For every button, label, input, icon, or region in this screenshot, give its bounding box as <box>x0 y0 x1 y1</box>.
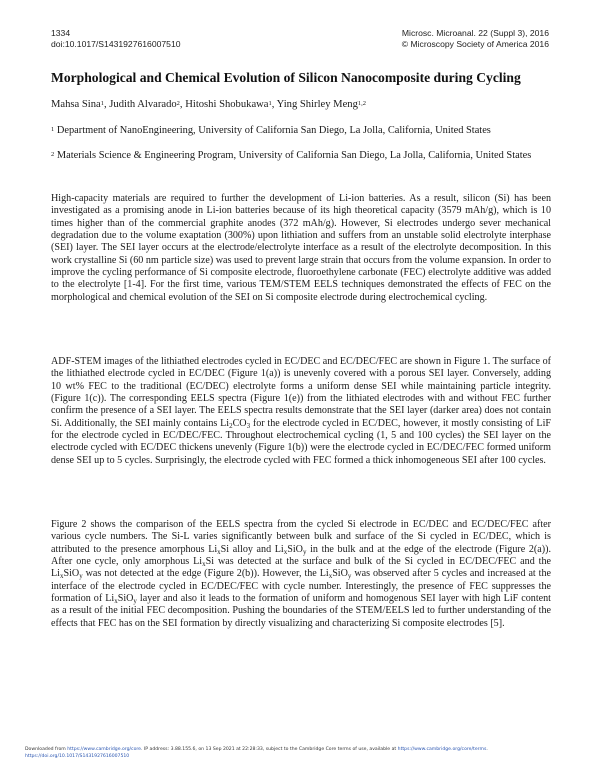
affiliation <box>51 150 551 162</box>
text-span: layer and also it leads to the formation of uniform and homogenous SEI layer with high LiF content as a result of the initial FEC decomposition. Pushing the boundaries of the STEM/EELS led to further understanding of the effects that FEC has on the SEI formation by directly visualizing and characterizing Si composite electrodes [5]. <box>51 593 551 629</box>
text-span: Si was detected at the surface and bulk of the Si cycled in EC/DEC/FEC and the Li <box>51 556 552 580</box>
cambridge-core-link[interactable]: https://www.cambridge.org/core <box>67 747 142 752</box>
page-number: 1334 <box>51 28 71 38</box>
paper-title: Morphological and Chemical Evolution of Silicon Nanocomposite during Cycling <box>51 70 521 85</box>
download-footer <box>25 746 580 760</box>
text-span: SiO <box>287 543 303 555</box>
author-affiliation-mark: 1 <box>268 100 272 107</box>
body-paragraph <box>51 519 551 630</box>
affiliation-text: Materials Science & Engineering Program, University of California San Diego, La Jolla, California, United States <box>56 150 532 161</box>
subscript: x <box>283 547 288 556</box>
doi: doi:10.1017/S1431927616007510 <box>51 39 181 49</box>
author-affiliation-mark: 1 <box>100 100 104 107</box>
body-paragraph: High-capacity materials are required to further the development of Li-ion batteries. As a result, silicon (Si) has been investigated as a promising anode in Li-ion batteries because of its high theoretical capacity (3579 mAh/g), which is 10 times higher than of the commercial graphite anodes (372 mAh/g). However, Si electrodes undergo sever mechanical degradation due to the volume exaptation (300%) upon lithiation and suffers from an unstable solid electrolyte interphase (SEI) layer. The SEI layer occurs at the electrode/electrolyte interface as a result of the electrolyte decomposition. In this work crystalline Si (60 nm particle size) was used to prevent large strain that occurs from the volume expansion. In order to improve the cycling performance of Si composite electrode, fluoroethylene carbonate (FEC) electrolyte additive was added to the electrolyte [1-4]. For the first time, various TEM/STEM EELS techniques demonstrated the effects of FEC on the morphological and chemical evolution of the SEI on Si composite electrode during electrochemical cycling. <box>51 193 551 303</box>
subscript: x <box>328 572 333 581</box>
text-span: SiO <box>63 568 80 580</box>
header-right <box>402 28 549 50</box>
author-name: Mahsa Sina <box>51 99 101 110</box>
copyright: © Microscopy Society of America 2016 <box>401 39 549 49</box>
author-name: Ying Shirley Meng <box>276 99 358 110</box>
text-span: was not detected at the edge (Figure 2(b)). However, the Li <box>82 568 329 580</box>
text-span: SiO <box>332 568 348 580</box>
subscript: y <box>302 547 307 556</box>
journal-citation: Microsc. Microanal. 22 (Suppl 3), 2016 <box>401 28 549 38</box>
text-span: in the bulk and at the edge of the electrode (Figure 2(a)). After one cycle, only amorphous Li <box>51 543 552 568</box>
text-span: was observed after 5 cycles and increased at the interface of the electrode cycled in EC/DEC/FEC with cycle number. Interestingly, the presence of FEC suppresses the formation of Li <box>51 568 551 605</box>
author-affiliation-mark: 1,2 <box>357 100 366 107</box>
subscript: y <box>133 597 137 606</box>
subscript: x <box>59 572 64 581</box>
footer-text: . IP address: 3.88.155.6, on 13 Sep 2021 at 22:28:33, subject to the Cambridge Core terms of use, available at <box>141 747 398 752</box>
footer-text: Downloaded from <box>25 747 68 752</box>
text-span: Si alloy and Li <box>220 543 284 555</box>
subscript: y <box>347 572 352 581</box>
doi-link[interactable]: https://doi.org/10.1017/S1431927616007510 <box>25 754 130 759</box>
affiliation <box>51 125 551 137</box>
author-list: Mahsa Sina$^1$, Judith Alvarado$^2$, Hitoshi Shobukawa$^1$, Ying Shirley Meng$^{1,2}$ <box>51 99 366 110</box>
author-name: Hitoshi Shobukawa <box>185 99 269 110</box>
subscript: x <box>202 560 206 569</box>
text-span: CO <box>232 417 247 429</box>
subscript: x <box>114 597 118 606</box>
author-affiliation-mark: 2 <box>176 100 180 107</box>
affiliation-text: Department of NanoEngineering, University of California San Diego, La Jolla, California, United States <box>56 125 491 136</box>
text-span: for the electrode cycled in EC/DEC, however, it mostly consisting of LiF for the electrode cycled in EC/DEC/FEC. Throughout electrochemical cycling (1, 5 and 100 cycles) the SEI layer on the electrode cycled with EC/DEC thickens unevenly (Figure 1(b)) were the electrode cycled in EC/DEC/FEC formed uniform dense SEI up to 5 cycles. Surprisingly, the electrode cycled with FEC formed a thick inhomogeneous SEI after 100 cycles. <box>51 417 551 466</box>
text-span: Figure 2 shows the comparison of the EELS spectra from the cycled Si electrode in EC/DEC and EC/DEC/FEC after various cycle numbers. The Si-L varies significantly between bulk and surface of the Si cycled in EC/DEC, which is attributed to the presence amorphous Li <box>51 519 551 555</box>
author-name: Judith Alvarado <box>109 99 177 110</box>
text-span: ADF-STEM images of the lithiathed electrodes cycled in EC/DEC and EC/DEC/FEC are shown in Figure 1. The surface of the lithiathed electrode cycled in EC/DEC (Figure 1(a)) is unevenly covered with a porous SEI layer. Conversely, adding 10 wt% FEC to the traditional (EC/DEC) electrolyte forms a uniform dense SEI while maintaining particle integrity. (Figure 1(c)). The corresponding EELS spectra (Figure 1(e)) from the lithiated electrodes with and without FEC further confirm the presence of a SEI layer. The EELS spectra results demonstrate that the SEI layer (darker area) does not contain Si. Additionally, the SEI mainly contains Li <box>51 356 551 429</box>
footer-text: . <box>486 747 488 752</box>
subscript: 2 <box>229 421 233 430</box>
terms-link[interactable]: https://www.cambridge.org/core/terms <box>397 747 487 752</box>
header-left <box>51 28 181 50</box>
subscript: x <box>217 547 221 556</box>
subscript: y <box>79 572 83 581</box>
affiliation-mark: 2 <box>51 151 55 158</box>
affiliation-mark: 1 <box>51 126 55 133</box>
text-span: SiO <box>117 593 134 605</box>
subscript: 3 <box>246 421 251 430</box>
footer-line <box>25 746 580 753</box>
body-paragraph <box>51 356 551 467</box>
footer-line <box>25 753 580 760</box>
